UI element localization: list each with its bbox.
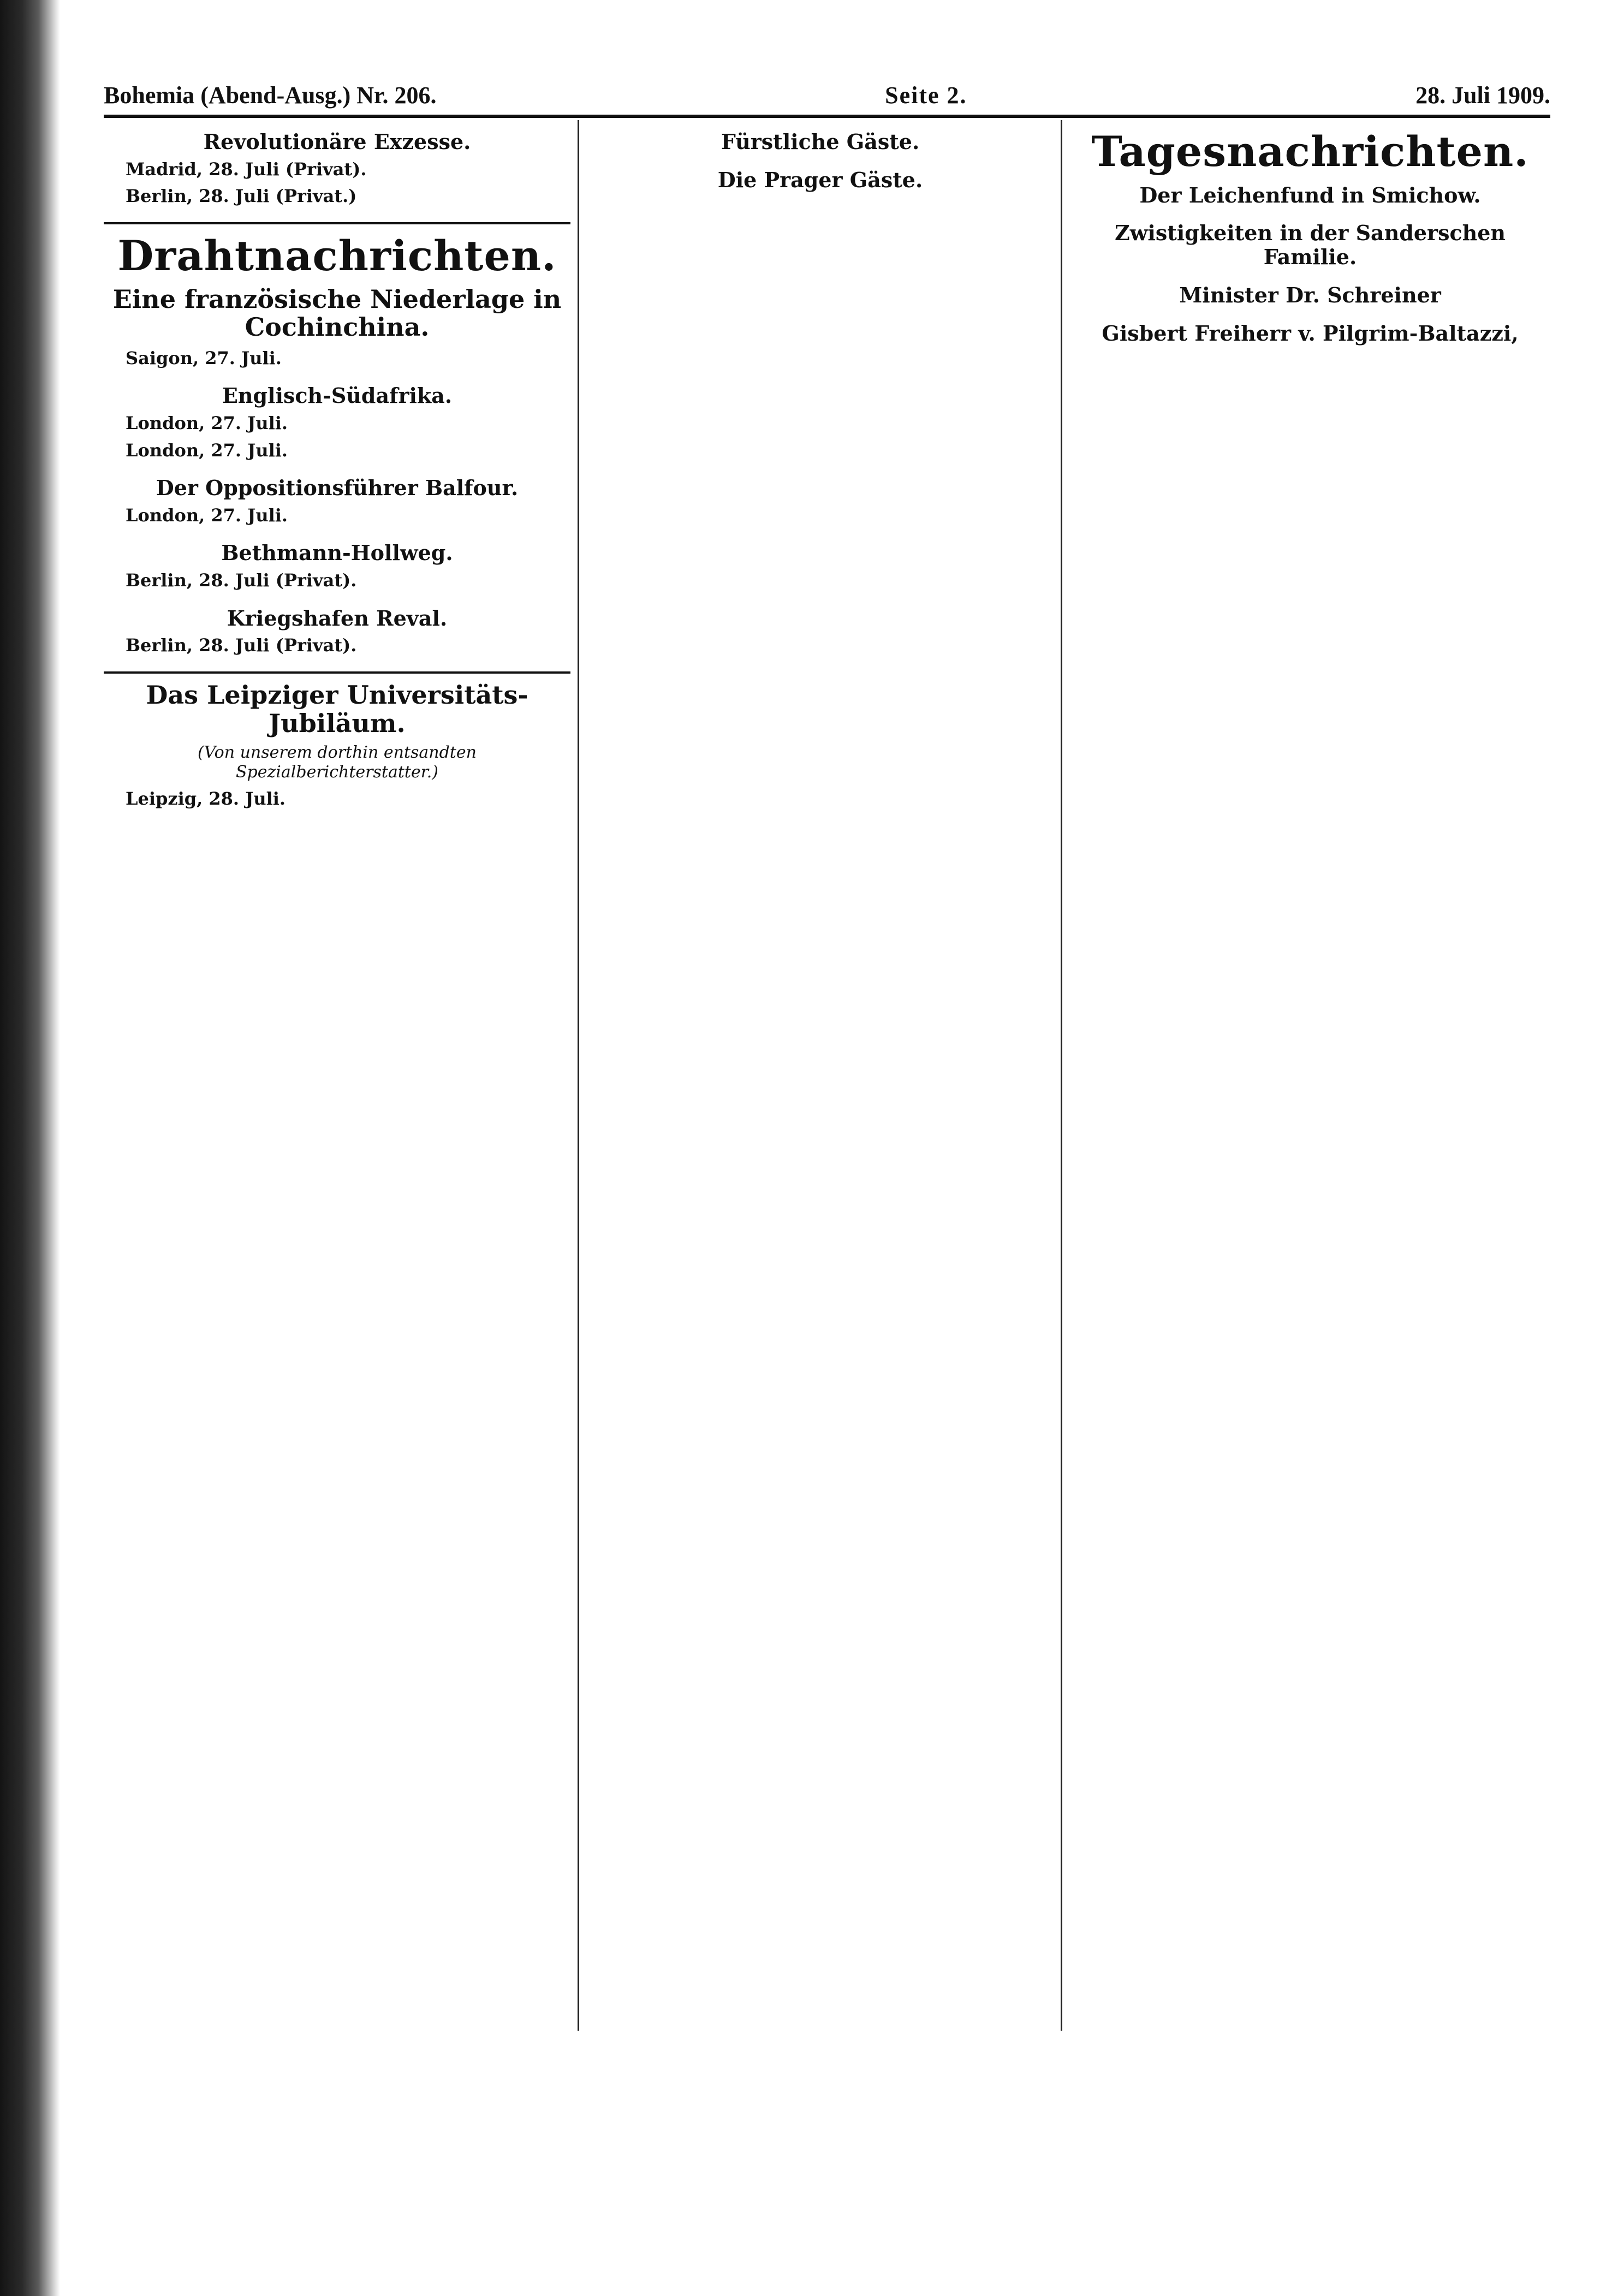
separator xyxy=(104,671,570,674)
dateline: Saigon, 27. Juli. xyxy=(126,347,282,368)
headline: Das Leipziger Universitäts-Jubiläum. xyxy=(146,680,528,738)
scan-edge xyxy=(0,0,60,2296)
headline: Revolutionäre Exzesse. xyxy=(203,129,471,154)
article-englisch-suedafrika xyxy=(104,384,570,462)
headline: Minister Dr. Schreiner xyxy=(1179,282,1441,307)
headline: Gisbert Freiherr v. Pilgrim-Baltazzi, xyxy=(1102,320,1519,346)
byline: (Von unserem dorthin entsandten Spezialberichterstatter.) xyxy=(198,743,477,782)
header-date: 28. Juli 1909. xyxy=(1415,82,1550,109)
article-minister-schreiner xyxy=(1070,283,1550,307)
section-title-tagesnachrichten: Tagesnachrichten. xyxy=(1091,127,1529,176)
column-rule-1 xyxy=(578,120,579,2031)
header-page-number: Seite 2. xyxy=(885,82,967,109)
headline: Bethmann-Hollweg. xyxy=(221,540,453,566)
dateline: London, 27. Juli. xyxy=(126,439,288,461)
article-balfour xyxy=(104,476,570,527)
article-prager-gaeste xyxy=(587,168,1054,192)
column-2 xyxy=(587,120,1054,2238)
headline: Zwistigkeiten in der Sanderschen Familie. xyxy=(1114,221,1506,270)
headline: Der Oppositionsführer Balfour. xyxy=(156,475,519,501)
column-rule-2 xyxy=(1061,120,1062,2031)
headline: Eine französische Niederlage in Cochinchina. xyxy=(112,284,562,342)
header-left: Bohemia (Abend-Ausg.) Nr. 206. xyxy=(104,82,437,109)
article-franzoesische-niederlage xyxy=(104,285,570,370)
section-title-drahtnachrichten: Drahtnachrichten. xyxy=(117,231,557,280)
dateline: Berlin, 28. Juli (Privat). xyxy=(126,635,357,656)
dateline: London, 27. Juli. xyxy=(126,412,288,433)
newspaper-page xyxy=(104,38,1561,2265)
article-universitaets-jubilaeum xyxy=(104,681,570,811)
dateline: Berlin, 28. Juli (Privat). xyxy=(126,570,357,591)
column-3 xyxy=(1070,120,1550,2238)
article-fuerstliche-gaeste xyxy=(587,130,1054,154)
dateline: Madrid, 28. Juli (Privat). xyxy=(126,158,367,180)
headline: Kriegshafen Reval. xyxy=(227,605,448,630)
page-header xyxy=(104,60,1550,118)
headline: Die Prager Gäste. xyxy=(717,167,923,192)
columns xyxy=(104,120,1550,2238)
dateline: Leipzig, 28. Juli. xyxy=(126,788,286,810)
dateline: Berlin, 28. Juli (Privat.) xyxy=(126,186,357,207)
article-revolutionaere-exzesse xyxy=(104,130,570,208)
dateline: London, 27. Juli. xyxy=(126,504,288,526)
article-pilgrim-baltazzi xyxy=(1070,322,1550,346)
column-1 xyxy=(104,120,570,2238)
article-bethmann-hollweg xyxy=(104,541,570,592)
headline: Fürstliche Gäste. xyxy=(721,129,920,154)
headline: Englisch-Südafrika. xyxy=(222,383,453,408)
article-kriegshafen-reval xyxy=(104,606,570,657)
separator xyxy=(104,222,570,224)
headline: Der Leichenfund in Smichow. xyxy=(1139,182,1481,207)
article-leichenfund-smichow xyxy=(1070,183,1550,207)
article-zwistigkeiten xyxy=(1070,221,1550,269)
